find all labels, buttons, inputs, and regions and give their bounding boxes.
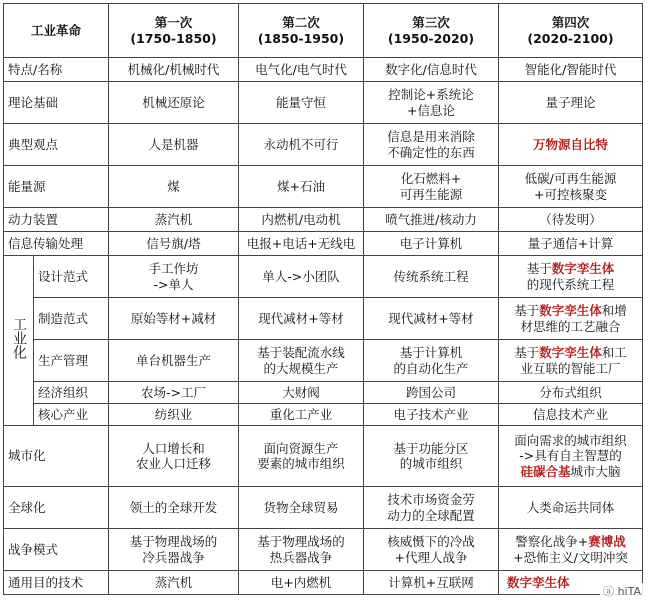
row-label: 动力装置: [4, 208, 109, 232]
table-cell: 计算机+互联网: [364, 571, 499, 595]
table-cell: 人口增长和 农业人口迁移: [109, 426, 239, 487]
table-cell: 电报+电话+无线电: [239, 232, 364, 256]
table-cell: 农场->工厂: [109, 382, 239, 404]
highlight-text: 数字孪生体: [539, 345, 602, 361]
table-cell: 信息技术产业: [499, 404, 643, 426]
table-cell: 基于数字孪生体和增 材思维的工艺融合: [499, 298, 643, 340]
row-label: 全球化: [4, 487, 109, 529]
table-cell: 信号旗/塔: [109, 232, 239, 256]
table-cell: 单台机器生产: [109, 340, 239, 382]
table-cell: 基于功能分区 的城市组织: [364, 426, 499, 487]
row-power: [4, 208, 643, 232]
row-view: [4, 124, 643, 166]
row-global: [4, 487, 643, 529]
table-cell: 基于物理战场的 热兵器战争: [239, 529, 364, 571]
row-war: [4, 529, 643, 571]
table-cell: 人是机器: [109, 124, 239, 166]
header-label: 工业革命: [4, 4, 109, 58]
table-cell: 电气化/电气时代: [239, 58, 364, 82]
table-cell: 煤+石油: [239, 166, 364, 208]
header-row: [4, 4, 643, 58]
header-col-4: 第四次 (2020-2100): [499, 4, 643, 58]
table-cell: 领土的全球开发: [109, 487, 239, 529]
table-cell: 重化工产业: [239, 404, 364, 426]
table-cell: 技术市场资金劳 动力的全球配置: [364, 487, 499, 529]
table-cell: 核威慑下的冷战 +代理人战争: [364, 529, 499, 571]
table-cell: 机械化/机械时代: [109, 58, 239, 82]
row-gpt: [4, 571, 643, 595]
table-cell: （待发明）: [499, 208, 643, 232]
table-cell: 能量守恒: [239, 82, 364, 124]
table-cell: 机械还原论: [109, 82, 239, 124]
highlight-text: 数字孪生体: [551, 261, 615, 277]
table-cell: 基于数字孪生体和工 业互联的智能工厂: [499, 340, 643, 382]
row-label: 特点/名称: [4, 58, 109, 82]
table-cell: 传统系统工程: [364, 256, 499, 298]
row-label: 理论基础: [4, 82, 109, 124]
table-cell: 手工作坊 ->单人: [109, 256, 239, 298]
highlight-text: 赛博战: [588, 534, 626, 550]
highlight-text: 硅碳合基: [520, 463, 571, 479]
row-label: 经济组织: [34, 382, 109, 404]
header-col-1: 第一次 (1750-1850): [109, 4, 239, 58]
table-cell: 数字化/信息时代: [364, 58, 499, 82]
row-theory: [4, 82, 643, 124]
row-features: [4, 58, 643, 82]
table-cell: 货物全球贸易: [239, 487, 364, 529]
row-label: 制造范式: [34, 298, 109, 340]
table-cell: 蒸汽机: [109, 208, 239, 232]
row-label: 生产管理: [34, 340, 109, 382]
table-cell: 低碳/可再生能源 +可控核聚变: [499, 166, 643, 208]
row-info: [4, 232, 643, 256]
header-col-2: 第二次 (1850-1950): [239, 4, 364, 58]
table-cell: 面向资源生产 要素的城市组织: [239, 426, 364, 487]
table-cell: 基于计算机 的自动化生产: [364, 340, 499, 382]
row-label: 核心产业: [34, 404, 109, 426]
row-mfg: [4, 298, 643, 340]
table-cell: 现代减材+等材: [239, 298, 364, 340]
table-cell: 量子理论: [499, 82, 643, 124]
row-label: 通用目的技术: [4, 571, 109, 595]
row-econ: [4, 382, 643, 404]
row-energy: [4, 166, 643, 208]
row-label: 城市化: [4, 426, 109, 487]
row-label: 信息传输处理: [4, 232, 109, 256]
table-cell: 面向需求的城市组织 ->具有自主智慧的 硅碳合基城市大脑: [499, 426, 643, 487]
industrial-revolution-table: [3, 3, 643, 595]
table-cell: 单人->小团队: [239, 256, 364, 298]
table-cell: 基于物理战场的 冷兵器战争: [109, 529, 239, 571]
row-prod: [4, 340, 643, 382]
table-cell: 信息是用来消除 不确定性的东西: [364, 124, 499, 166]
table-cell: 内燃机/电动机: [239, 208, 364, 232]
group-label-industrialization: 工业化: [4, 256, 34, 426]
table-cell: 大财阀: [239, 382, 364, 404]
table-cell: 万物源自比特: [499, 124, 643, 166]
table-cell: 数字孪生体: [499, 571, 643, 595]
table-cell: 原始等材+减材: [109, 298, 239, 340]
highlight-text: 数字孪生体: [539, 303, 602, 319]
table-cell: 量子通信+计算: [499, 232, 643, 256]
table-cell: 控制论+系统论 +信息论: [364, 82, 499, 124]
table-cell: 跨国公司: [364, 382, 499, 404]
table-cell: 化石燃料+ 可再生能源: [364, 166, 499, 208]
table-cell: 电子技术产业: [364, 404, 499, 426]
table-cell: 喷气推进/核动力: [364, 208, 499, 232]
table-cell: 基于装配流水线 的大规模生产: [239, 340, 364, 382]
table-cell: 蒸汽机: [109, 571, 239, 595]
table-cell: 人类命运共同体: [499, 487, 643, 529]
row-label: 战争模式: [4, 529, 109, 571]
table-cell: 煤: [109, 166, 239, 208]
table-cell: 分布式组织: [499, 382, 643, 404]
row-label: 设计范式: [34, 256, 109, 298]
row-design: [4, 256, 643, 298]
row-urban: [4, 426, 643, 487]
table-cell: 纺织业: [109, 404, 239, 426]
row-label: 典型观点: [4, 124, 109, 166]
table-cell: 电子计算机: [364, 232, 499, 256]
table-cell: 基于数字孪生体 的现代系统工程: [499, 256, 643, 298]
row-core: [4, 404, 643, 426]
table-cell: 电+内燃机: [239, 571, 364, 595]
table-cell: 现代减材+等材: [364, 298, 499, 340]
table-cell: 永动机不可行: [239, 124, 364, 166]
watermark: ⓐ hiTA: [600, 583, 644, 599]
header-col-3: 第三次 (1950-2020): [364, 4, 499, 58]
table-cell: 智能化/智能时代: [499, 58, 643, 82]
row-label: 能量源: [4, 166, 109, 208]
table-cell: 警察化战争+赛博战 +恐怖主义/文明冲突: [499, 529, 643, 571]
